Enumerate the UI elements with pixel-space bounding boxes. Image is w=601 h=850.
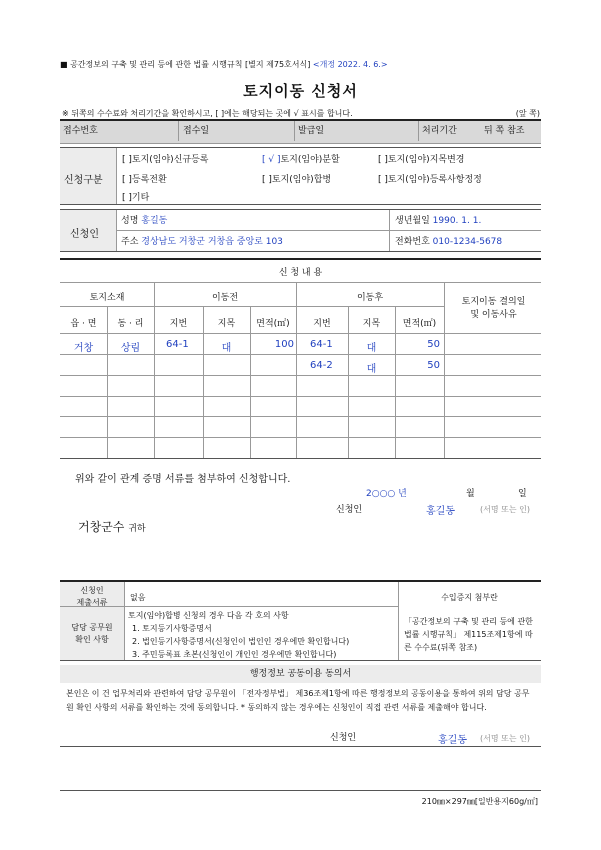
revision-note: <개정 2022. 4. 6.> <box>312 60 388 69</box>
applicant-phone[interactable]: 010-1234-5678 <box>432 237 503 247</box>
declaration-sign-hint: (서명 또는 인) <box>480 505 530 514</box>
receipt-no-label: 접수번호 <box>63 126 98 136</box>
declaration-year[interactable]: 2○○○ 년 <box>366 489 407 499</box>
applicant-name-row: 성명 홍길동 <box>121 216 168 226</box>
consent-signer-name[interactable]: 홍길동 <box>438 735 467 746</box>
declaration-day: 일 <box>518 489 527 499</box>
receipt-date-label: 접수일 <box>183 126 210 136</box>
row1-after-jibun[interactable]: 64-1 <box>310 339 333 350</box>
form-title: 토지이동 신청서 <box>243 82 358 100</box>
option-correction[interactable]: [ ]토지(임야)등록사항정정 <box>378 175 482 185</box>
row2-after-jimok[interactable]: 대 <box>366 364 377 375</box>
row1-eup[interactable]: 거창 <box>73 343 94 354</box>
row2-after-area[interactable]: 50 <box>427 360 440 371</box>
officer-item-2: 2. 법인등기사항증명서(신청인이 법인인 경우에만 확인합니다) <box>132 637 350 646</box>
paper-spec: 210㎜×297㎜[일반용지60g/㎡] <box>421 797 538 806</box>
header-before-area: 면적(㎡) <box>256 319 290 329</box>
see-back-label: 뒤 쪽 참조 <box>484 126 525 136</box>
law-reference: ■ 공간정보의 구축 및 관리 등에 관한 법률 시행규칙 [별지 제75호서식] <개정 2022. 4. 6.> <box>60 60 388 69</box>
applicant-docs-label: 신청인 제출서류 <box>76 586 108 607</box>
declaration-signer-name[interactable]: 홍길동 <box>426 506 455 517</box>
applicant-docs: 없음 <box>130 593 146 602</box>
header-after-jimok: 지목 <box>362 319 381 329</box>
row1-dong[interactable]: 상림 <box>120 343 141 354</box>
notice-text: ※ 뒤쪽의 수수료와 처리기간을 확인하시고, [ ]에는 해당되는 곳에 √ 표시를 합니다. <box>62 109 353 118</box>
header-before-jibun: 지번 <box>169 319 188 329</box>
officer-item-3: 3. 주민등록표 초본(신청인이 개인인 경우에만 확인합니다) <box>132 650 337 659</box>
row1-before-jimok[interactable]: 대 <box>221 343 232 354</box>
officer-item-1: 1. 토지등기사항증명서 <box>132 624 212 633</box>
officer-check-intro: 토지(임야)합병 신청의 경우 다음 각 호의 사항 <box>128 611 289 620</box>
consent-signer-label: 신청인 <box>330 733 357 743</box>
recipient: 거창군수 귀하 <box>78 520 146 534</box>
applicant-birth[interactable]: 1990. 1. 1. <box>432 216 482 226</box>
application-type-label: 신청구분 <box>64 175 103 186</box>
declaration-month: 월 <box>466 489 475 499</box>
option-merger[interactable]: [ ]토지(임야)합병 <box>262 175 332 185</box>
fee-text: 「공간정보의 구축 및 관리 등에 관한 법률 시행규칙」 제115조제1항에 따른 수수료(뒤쪽 참조) <box>404 617 533 652</box>
applicant-label: 신청인 <box>70 229 99 240</box>
fee-stamp-label: 수입증지 첨부란 <box>441 593 498 602</box>
header-after-jibun: 지번 <box>313 319 331 329</box>
consent-text: 본인은 이 건 업무처리와 관련하여 담당 공무원이 「전자정부법」 제36조제1항에 따른 행정정보의 공동이용을 통하여 위의 담당 공무원 확인 사항의 서류를 확인하는 것에 동의합니다. * 동의하지 않는 경우에는 신청인이 직접 관련 서류를 제출해야 합니다. <box>66 689 530 712</box>
header-after: 이동후 <box>356 293 384 303</box>
issue-date-label: 발급일 <box>298 126 325 136</box>
row2-after-jibun[interactable]: 64-2 <box>310 360 333 371</box>
header-before: 이동전 <box>211 293 239 303</box>
address-row: 주소 경상남도 거창군 거창읍 중앙로 103 <box>121 237 283 247</box>
content-section-title: 신 청 내 용 <box>278 268 323 278</box>
phone-row: 전화번호 010-1234-5678 <box>395 237 503 247</box>
header-location: 토지소재 <box>89 293 125 303</box>
option-new-registration[interactable]: [ ]토지(임야)신규등록 <box>122 155 209 165</box>
consent-sign-hint: (서명 또는 인) <box>480 734 530 743</box>
row1-after-jimok[interactable]: 대 <box>366 343 377 354</box>
header-reason: 토지이동 결의일 및 이동사유 <box>461 297 526 320</box>
header-after-area: 면적(㎡) <box>402 319 437 329</box>
row1-before-jibun[interactable]: 64-1 <box>166 339 189 350</box>
declaration-signer-label: 신청인 <box>336 505 363 515</box>
birth-row: 생년월일 1990. 1. 1. <box>395 216 482 226</box>
option-registration-conversion[interactable]: [ ]등록전환 <box>122 175 167 185</box>
option-category-change[interactable]: [ ]토지(임야)지목변경 <box>378 155 465 165</box>
header-before-jimok: 지목 <box>217 319 236 329</box>
applicant-name[interactable]: 홍길동 <box>141 216 168 226</box>
declaration-text: 위와 같이 관계 증명 서류를 첨부하여 신청합니다. <box>75 474 291 485</box>
consent-title: 행정정보 공동이용 동의서 <box>60 665 541 683</box>
option-other[interactable]: [ ]기타 <box>122 193 150 203</box>
officer-check-label: 담당 공무원 확인 사항 <box>71 623 113 644</box>
processing-period-label: 처리기간 <box>422 126 457 136</box>
header-dong-ri: 동 · 리 <box>117 319 144 329</box>
option-subdivision[interactable]: [ √ ]토지(임야)분할 <box>262 155 340 165</box>
page-side: (앞 쪽) <box>515 109 540 118</box>
applicant-address[interactable]: 경상남도 거창군 거창읍 중앙로 103 <box>141 237 283 247</box>
header-eup-myeon: 읍 · 면 <box>70 319 97 329</box>
row1-after-area[interactable]: 50 <box>427 339 440 350</box>
row1-before-area[interactable]: 100 <box>274 339 294 350</box>
